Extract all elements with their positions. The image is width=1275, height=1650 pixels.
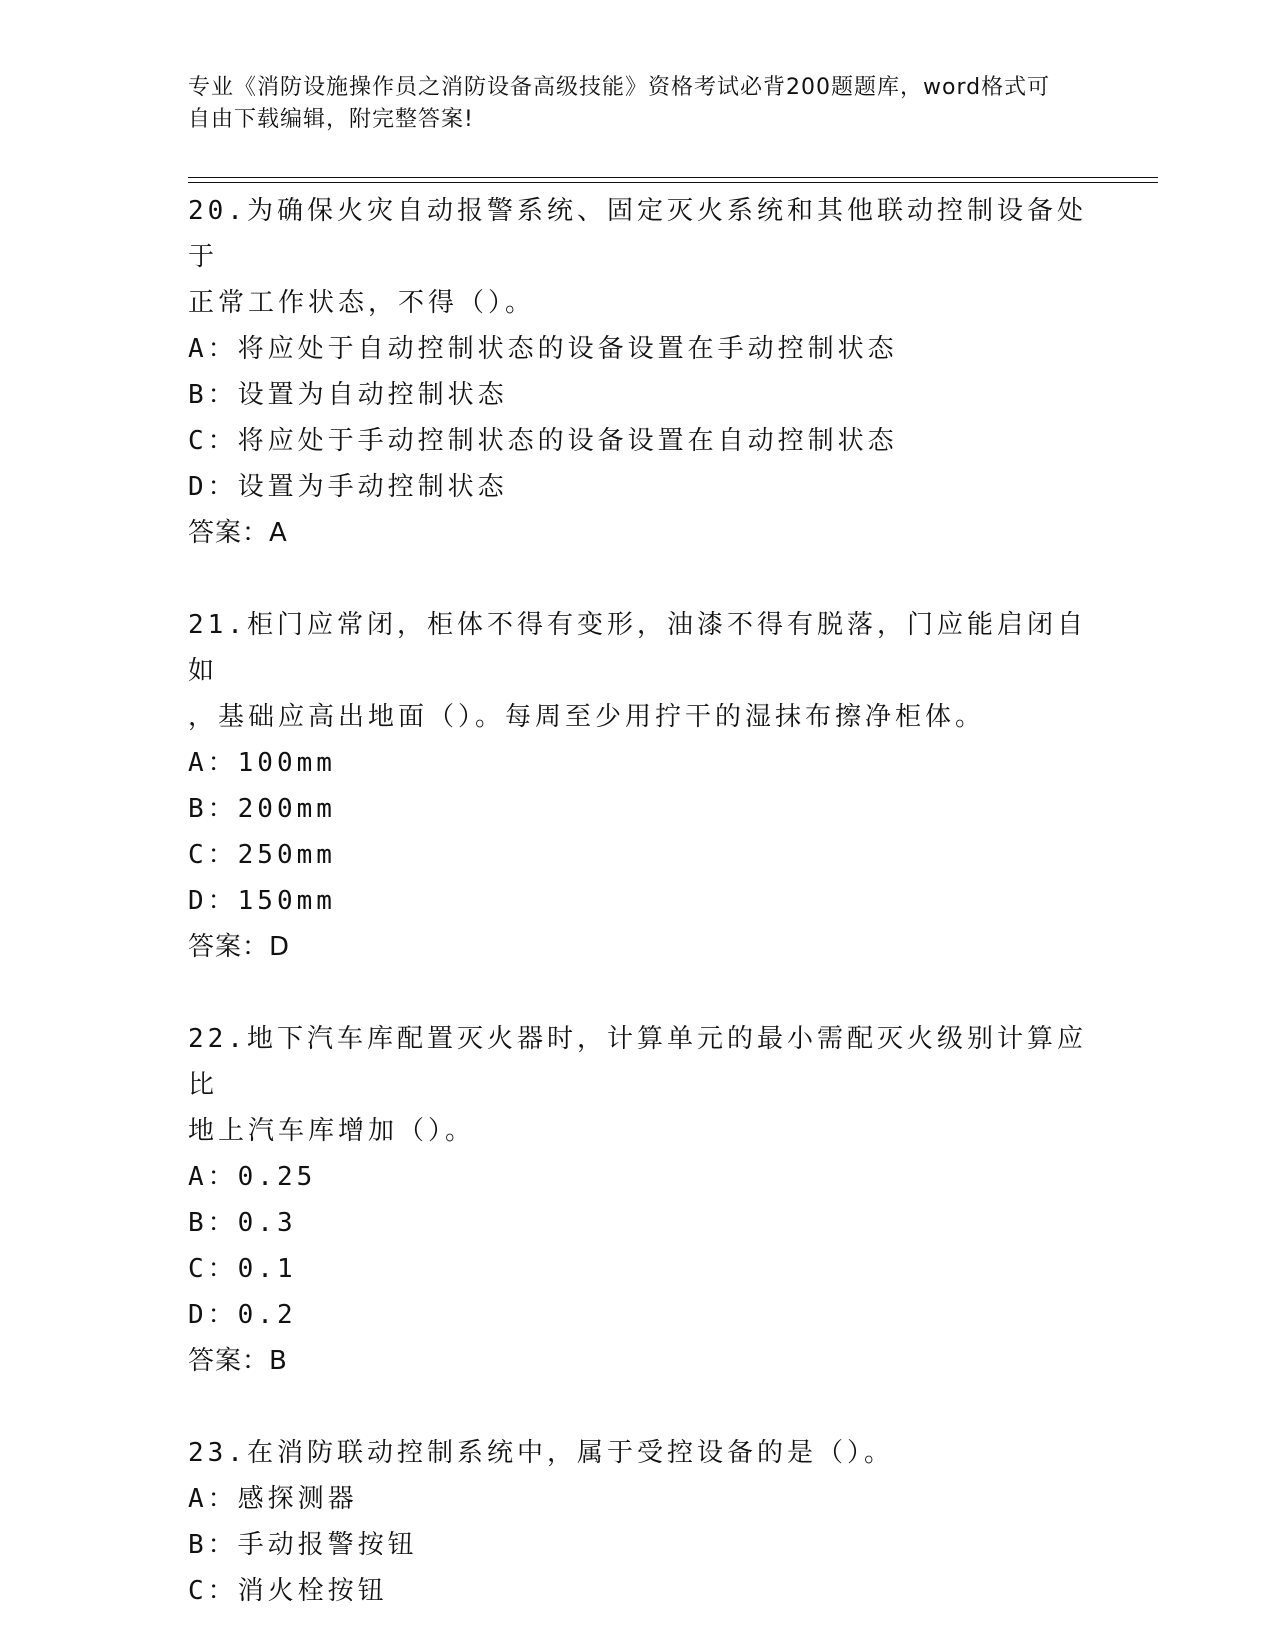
option-b: B：设置为自动控制状态 — [188, 380, 508, 410]
option-b: B：0.3 — [188, 1208, 297, 1238]
answer: 答案：A — [188, 518, 288, 548]
question-stem-line: 22.地下汽车库配置灭火器时，计算单元的最小需配灭火级别计算应比 — [188, 1024, 1087, 1100]
question-list — [188, 188, 1088, 1614]
question-stem-line: ，基础应高出地面（）。每周至少用拧干的湿抹布擦净柜体。 — [188, 702, 986, 732]
option-b: B：手动报警按钮 — [188, 1530, 418, 1560]
question-20 — [188, 188, 1088, 556]
question-22 — [188, 1016, 1088, 1384]
question-stem-line: 21.柜门应常闭，柜体不得有变形，油漆不得有脱落，门应能启闭自如 — [188, 610, 1087, 686]
option-c: C：将应处于手动控制状态的设备设置在自动控制状态 — [188, 426, 898, 456]
question-stem-line: 23.在消防联动控制系统中，属于受控设备的是（）。 — [188, 1438, 894, 1468]
question-21 — [188, 602, 1088, 970]
document-header — [188, 72, 1068, 136]
option-b: B：200mm — [188, 794, 336, 824]
answer: 答案：B — [188, 1346, 288, 1376]
option-a: A：感探测器 — [188, 1484, 358, 1514]
question-stem-line: 20.为确保火灾自动报警系统、固定灭火系统和其他联动控制设备处于 — [188, 196, 1087, 272]
option-a: A：0.25 — [188, 1162, 317, 1192]
option-d: D：150mm — [188, 886, 336, 916]
option-d: D：0.2 — [188, 1300, 297, 1330]
question-stem-line: 地上汽车库增加（）。 — [188, 1116, 476, 1146]
option-d: D：设置为手动控制状态 — [188, 472, 508, 502]
option-c: C：250mm — [188, 840, 336, 870]
header-rule-top — [188, 177, 1158, 178]
question-stem-line: 正常工作状态，不得（）。 — [188, 288, 536, 318]
header-rule-bottom — [188, 182, 1158, 183]
header-text: 专业《消防设施操作员之消防设备高级技能》资格考试必背200题题库，word格式可自由下载编辑，附完整答案! — [188, 75, 1051, 132]
option-c: C：消火栓按钮 — [188, 1576, 388, 1606]
option-a: A：100mm — [188, 748, 336, 778]
question-23 — [188, 1430, 1088, 1614]
answer: 答案：D — [188, 932, 291, 962]
option-c: C：0.1 — [188, 1254, 297, 1284]
option-a: A：将应处于自动控制状态的设备设置在手动控制状态 — [188, 334, 898, 364]
